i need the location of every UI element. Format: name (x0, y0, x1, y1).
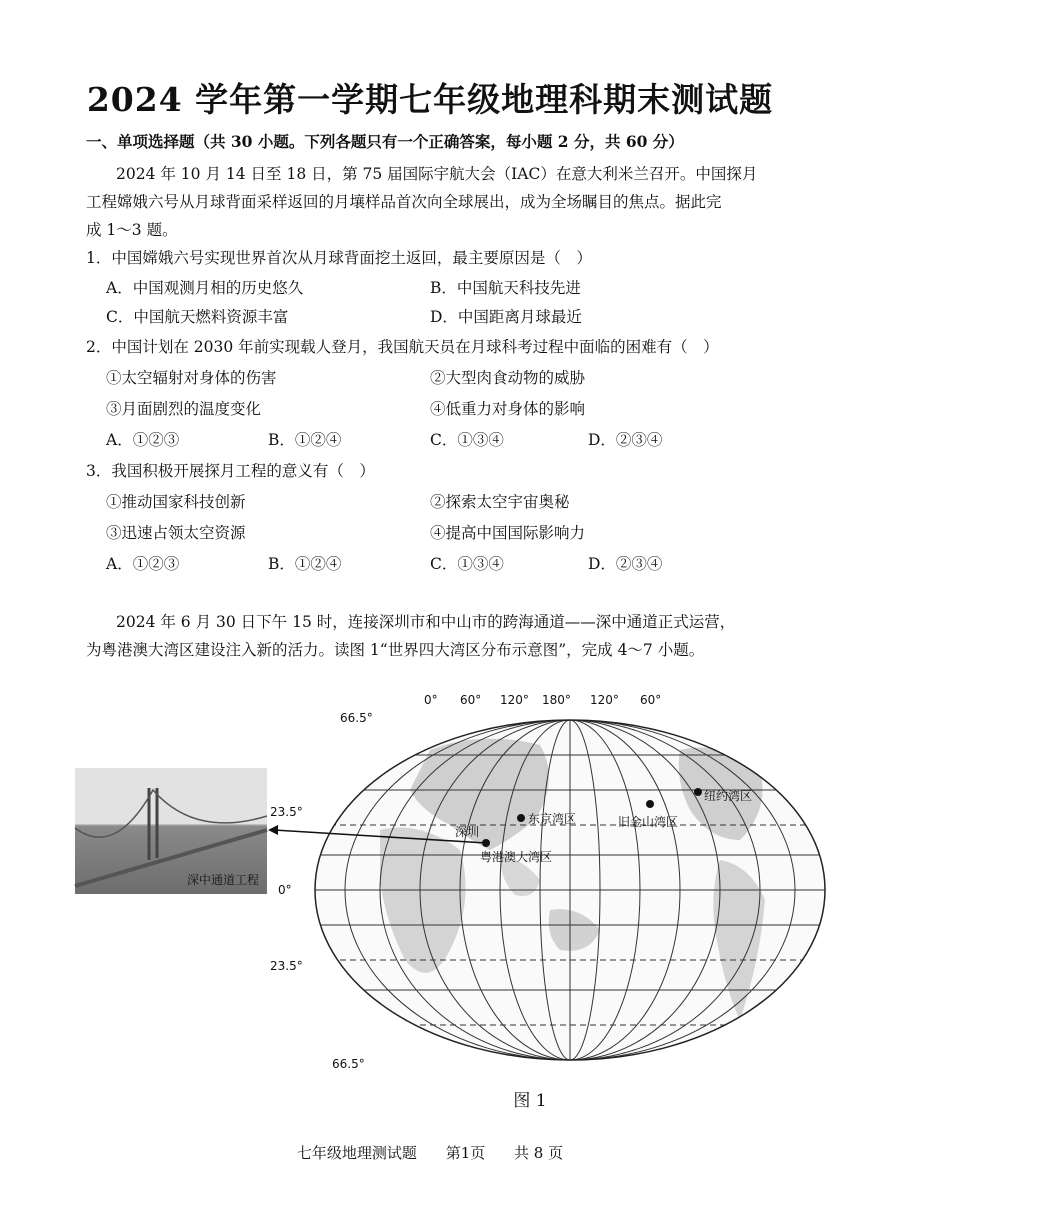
ny-bay-label: 纽约湾区 (704, 789, 753, 803)
q1-stem: 1．中国嫦娥六号实现世界首次从月球背面挖土返回，最主要原因是（ ） (86, 249, 592, 267)
q1-option-c[interactable]: C．中国航天燃料资源丰富 (106, 308, 289, 326)
tokyo-bay-dot (517, 814, 525, 822)
q1-option-b[interactable]: B．中国航天科技先进 (430, 279, 581, 297)
lon-label-0: 0° (424, 693, 438, 707)
q2-option-b[interactable]: B．①②④ (268, 431, 342, 449)
q3-option-a[interactable]: A．①②③ (106, 555, 180, 573)
q3-option-b[interactable]: B．①②④ (268, 555, 342, 573)
q3-statement-4: ④提高中国国际影响力 (430, 524, 586, 542)
figure-caption: 图 1 (513, 1091, 547, 1111)
page-footer (0, 1142, 860, 1163)
q2-statement-3: ③月面剧烈的温度变化 (106, 400, 262, 418)
lat-label-66s: 66.5° (332, 1057, 365, 1071)
q3-option-d[interactable]: D．②③④ (588, 555, 663, 573)
footer-total-pages: 共 8 页 (514, 1144, 564, 1162)
lon-label-120e: 120° (500, 693, 529, 707)
shenzhen-label: 深圳 (455, 825, 480, 839)
q2-option-c[interactable]: C．①③④ (430, 431, 504, 449)
q2-statement-4: ④低重力对身体的影响 (430, 400, 586, 418)
q3-option-c[interactable]: C．①③④ (430, 555, 504, 573)
passage1-line3: 成 1～3 题。 (86, 221, 178, 239)
section-heading: 一、单项选择题（共 30 小题。下列各题只有一个正确答案，每小题 2 分，共 60 分） (86, 132, 684, 151)
lat-label-23n: 23.5° (270, 805, 303, 819)
bridge-photo (75, 768, 267, 894)
lon-label-60e: 60° (460, 693, 482, 707)
sf-bay-dot (646, 800, 654, 808)
footer-exam-name: 七年级地理测试题 (296, 1144, 417, 1162)
q3-statement-3: ③迅速占领太空资源 (106, 524, 246, 542)
lon-label-120w: 120° (590, 693, 619, 707)
lat-label-23s: 23.5° (270, 959, 303, 973)
q2-option-a[interactable]: A．①②③ (106, 431, 180, 449)
sf-bay-label: 旧金山湾区 (618, 815, 679, 829)
q2-option-d[interactable]: D．②③④ (588, 431, 663, 449)
q3-stem: 3．我国积极开展探月工程的意义有（ ） (86, 462, 375, 480)
q1-option-a[interactable]: A．中国观测月相的历史悠久 (106, 279, 304, 297)
ny-bay-dot (694, 788, 702, 796)
q1-option-d[interactable]: D．中国距离月球最近 (430, 308, 582, 326)
passage2-line1: 2024 年 6 月 30 日下午 15 时，连接深圳市和中山市的跨海通道——深中通道正式运营， (116, 613, 736, 631)
exam-title: 2024 学年第一学期七年级地理科期末测试题 (86, 80, 774, 119)
arrow-head (268, 825, 278, 835)
q3-statement-1: ①推动国家科技创新 (106, 493, 246, 511)
photo-label: 深中通道工程 (186, 873, 259, 887)
lon-label-60w: 60° (640, 693, 662, 707)
lat-label-66n: 66.5° (340, 711, 373, 725)
q2-stem: 2．中国计划在 2030 年前实现载人登月，我国航天员在月球科考过程中面临的困难有（ ） (86, 338, 719, 356)
lon-label-180: 180° (542, 693, 571, 707)
gba-label: 粤港澳大湾区 (480, 850, 553, 864)
passage1-line1: 2024 年 10 月 14 日至 18 日，第 75 届国际宇航大会（IAC）在意大利米兰召开。中国探月 (116, 165, 758, 183)
footer-page-number: 第1页 (445, 1144, 486, 1162)
q2-statement-2: ②大型肉食动物的威胁 (430, 369, 586, 387)
q3-statement-2: ②探索太空宇宙奥秘 (430, 493, 570, 511)
passage1-line2: 工程嫦娥六号从月球背面采样返回的月壤样品首次向全球展出，成为全场瞩目的焦点。据此完 (86, 193, 722, 211)
lat-label-equator: 0° (278, 883, 292, 897)
q2-statement-1: ①太空辐射对身体的伤害 (106, 369, 277, 387)
passage2-line2: 为粤港澳大湾区建设注入新的活力。读图 1“世界四大湾区分布示意图”，完成 4～7 小题。 (86, 641, 705, 659)
world-map-figure (270, 690, 840, 1071)
tokyo-bay-label: 东京湾区 (528, 812, 577, 826)
